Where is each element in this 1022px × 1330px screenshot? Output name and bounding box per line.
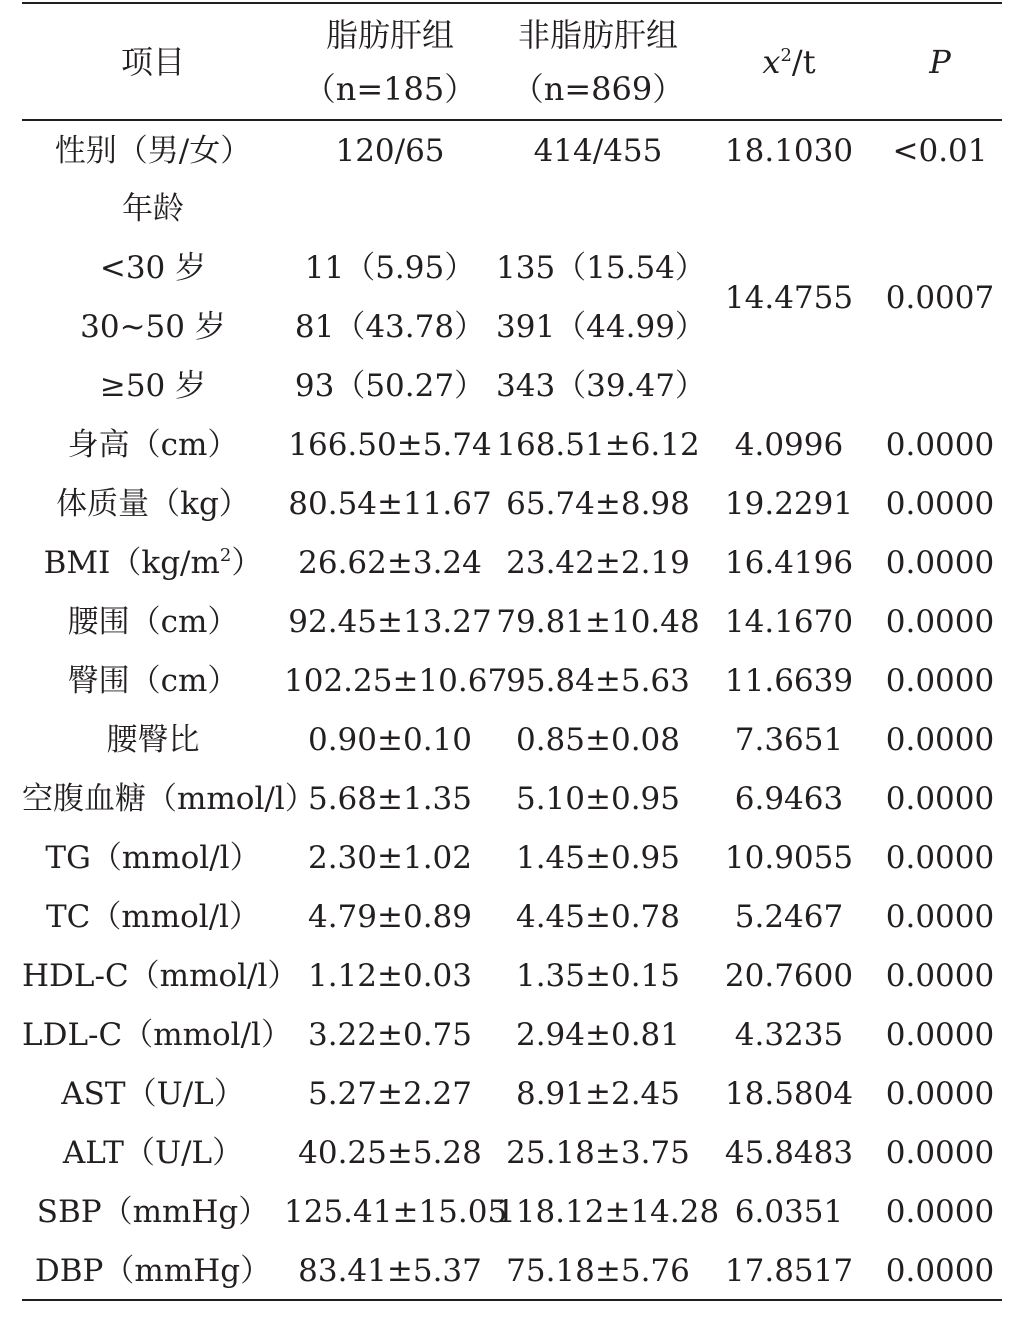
table-header-rule bbox=[22, 119, 1002, 121]
row-group2: 118.12±14.28 bbox=[496, 1194, 720, 1230]
row-group1: 5.27±2.27 bbox=[307, 1076, 473, 1112]
row-group1: 3.22±0.75 bbox=[307, 1017, 473, 1053]
age-sub-group1: 81（43.78） bbox=[294, 309, 486, 345]
row-p: 0.0000 bbox=[885, 427, 995, 463]
header-p-value: P bbox=[929, 43, 951, 81]
header-statistic-t: /t bbox=[791, 43, 816, 81]
row-statistic: 4.3235 bbox=[734, 1017, 844, 1053]
row-group2: 79.81±10.48 bbox=[496, 604, 700, 640]
row-p: 0.0000 bbox=[885, 1253, 995, 1289]
row-group1: 2.30±1.02 bbox=[307, 840, 473, 876]
row-label: 身高（cm） bbox=[67, 427, 239, 463]
row-group2: 2.94±0.81 bbox=[515, 1017, 681, 1053]
row-bmi-label-sup: 2 bbox=[219, 545, 232, 566]
row-group1: 1.12±0.03 bbox=[307, 958, 473, 994]
row-label: ALT（U/L） bbox=[62, 1135, 244, 1171]
row-age-p: 0.0007 bbox=[885, 280, 995, 316]
row-group1: 4.79±0.89 bbox=[307, 899, 473, 935]
row-group2: 8.91±2.45 bbox=[515, 1076, 681, 1112]
table-bottom-rule bbox=[22, 1299, 1002, 1301]
row-statistic: 20.7600 bbox=[724, 958, 854, 994]
row-sex-group2: 414/455 bbox=[533, 133, 663, 169]
row-statistic: 18.5804 bbox=[724, 1076, 854, 1112]
row-group2: 65.74±8.98 bbox=[506, 486, 690, 522]
row-bmi-group1: 26.62±3.24 bbox=[298, 545, 482, 581]
row-label: AST（U/L） bbox=[61, 1076, 245, 1112]
row-group2: 25.18±3.75 bbox=[506, 1135, 690, 1171]
row-label: SBP（mmHg） bbox=[36, 1194, 270, 1230]
row-statistic: 7.3651 bbox=[734, 722, 844, 758]
row-label: DBP（mmHg） bbox=[34, 1253, 272, 1289]
row-sex-statistic: 18.1030 bbox=[724, 133, 854, 169]
row-p: 0.0000 bbox=[885, 1135, 995, 1171]
row-label: 臀围（cm） bbox=[67, 663, 239, 699]
row-group2: 168.51±6.12 bbox=[496, 427, 700, 463]
row-statistic: 6.9463 bbox=[734, 781, 844, 817]
row-group2: 0.85±0.08 bbox=[515, 722, 681, 758]
table-top-rule bbox=[22, 2, 1002, 4]
row-label: 腰围（cm） bbox=[67, 604, 239, 640]
row-bmi-p: 0.0000 bbox=[885, 545, 995, 581]
age-sub-group1: 11（5.95） bbox=[304, 250, 476, 286]
row-p: 0.0000 bbox=[885, 1076, 995, 1112]
header-group2-name: 非脂肪肝组 bbox=[517, 16, 678, 54]
row-group1: 40.25±5.28 bbox=[298, 1135, 482, 1171]
row-statistic: 45.8483 bbox=[724, 1135, 854, 1171]
header-statistic bbox=[700, 37, 878, 87]
age-sub-label: <30 岁 bbox=[99, 250, 207, 286]
row-p: 0.0000 bbox=[885, 1194, 995, 1230]
row-sex-group1: 120/65 bbox=[335, 133, 445, 169]
row-p: 0.0000 bbox=[885, 840, 995, 876]
row-group2: 1.45±0.95 bbox=[515, 840, 681, 876]
header-group1-name: 脂肪肝组 bbox=[325, 16, 454, 54]
header-group2-n: （n=869） bbox=[511, 70, 685, 108]
age-sub-label: 30~50 岁 bbox=[80, 309, 226, 345]
row-p: 0.0000 bbox=[885, 1017, 995, 1053]
row-label: 空腹血糖（mmol/l） bbox=[22, 781, 316, 817]
header-item: 项目 bbox=[120, 43, 185, 81]
age-sub-group2: 343（39.47） bbox=[496, 368, 706, 404]
row-p: 0.0000 bbox=[885, 722, 995, 758]
row-bmi-statistic: 16.4196 bbox=[724, 545, 854, 581]
age-sub-group1: 93（50.27） bbox=[294, 368, 486, 404]
row-label: TC（mmol/l） bbox=[45, 899, 261, 935]
row-statistic: 4.0996 bbox=[734, 427, 844, 463]
row-sex-p: <0.01 bbox=[892, 133, 988, 169]
row-statistic: 10.9055 bbox=[724, 840, 854, 876]
row-p: 0.0000 bbox=[885, 663, 995, 699]
row-group2: 95.84±5.63 bbox=[506, 663, 690, 699]
row-label: 体质量（kg） bbox=[56, 486, 250, 522]
row-statistic: 19.2291 bbox=[724, 486, 854, 522]
row-p: 0.0000 bbox=[885, 781, 995, 817]
row-statistic: 14.1670 bbox=[724, 604, 854, 640]
row-sex-label: 性别（男/女） bbox=[54, 133, 252, 169]
row-bmi-label bbox=[22, 543, 284, 583]
row-age-label: 年龄 bbox=[122, 191, 184, 227]
row-group1: 125.41±15.05 bbox=[284, 1194, 508, 1230]
row-statistic: 11.6639 bbox=[724, 663, 854, 699]
row-p: 0.0000 bbox=[885, 958, 995, 994]
row-statistic: 17.8517 bbox=[724, 1253, 854, 1289]
row-bmi-group2: 23.42±2.19 bbox=[506, 545, 690, 581]
row-group2: 4.45±0.78 bbox=[515, 899, 681, 935]
header-group1-n: （n=185） bbox=[303, 70, 477, 108]
row-group2: 5.10±0.95 bbox=[515, 781, 681, 817]
row-group2: 75.18±5.76 bbox=[506, 1253, 690, 1289]
header-statistic-sup: 2 bbox=[780, 45, 792, 66]
row-p: 0.0000 bbox=[885, 899, 995, 935]
row-label: TG（mmol/l） bbox=[45, 840, 261, 876]
row-group1: 92.45±13.27 bbox=[288, 604, 492, 640]
row-group1: 80.54±11.67 bbox=[288, 486, 492, 522]
row-group1: 5.68±1.35 bbox=[307, 781, 473, 817]
row-statistic: 6.0351 bbox=[734, 1194, 844, 1230]
row-p: 0.0000 bbox=[885, 486, 995, 522]
row-p: 0.0000 bbox=[885, 604, 995, 640]
row-group1: 102.25±10.67 bbox=[284, 663, 508, 699]
age-sub-group2: 391（44.99） bbox=[496, 309, 706, 345]
row-label: HDL-C（mmol/l） bbox=[22, 958, 299, 994]
row-group1: 0.90±0.10 bbox=[307, 722, 473, 758]
row-bmi-label-pre: BMI（kg/m bbox=[43, 545, 220, 581]
row-bmi-label-post: ） bbox=[231, 545, 263, 581]
row-statistic: 5.2467 bbox=[734, 899, 844, 935]
row-group1: 83.41±5.37 bbox=[298, 1253, 482, 1289]
row-group1: 166.50±5.74 bbox=[288, 427, 492, 463]
row-group2: 1.35±0.15 bbox=[515, 958, 681, 994]
row-label: 腰臀比 bbox=[106, 722, 200, 758]
row-label: LDL-C（mmol/l） bbox=[22, 1017, 292, 1053]
age-sub-group2: 135（15.54） bbox=[496, 250, 706, 286]
age-sub-label: ≥50 岁 bbox=[99, 368, 207, 404]
row-age-statistic: 14.4755 bbox=[724, 280, 854, 316]
header-statistic-x: x bbox=[762, 43, 781, 81]
